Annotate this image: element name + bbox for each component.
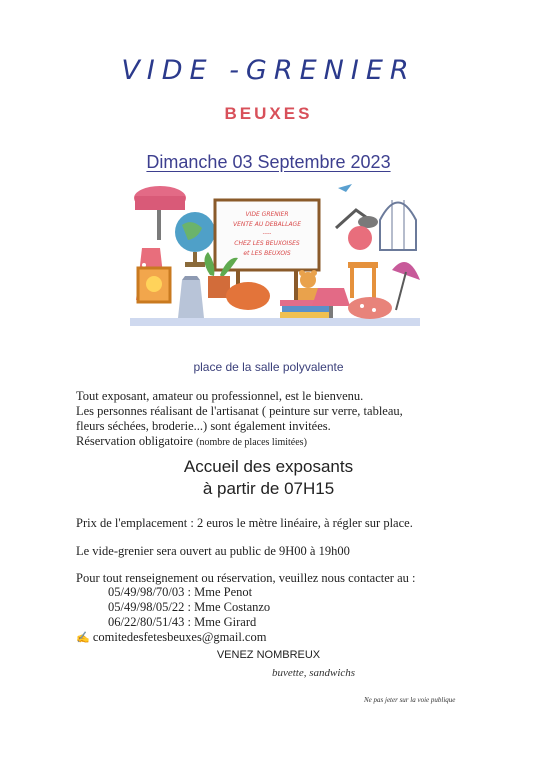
sign-line-3: ---- xyxy=(262,230,272,237)
accueil-line-1: Accueil des exposants xyxy=(183,457,354,476)
sign-line-5: et LES BEUXOIS xyxy=(243,250,291,257)
accueil-line-2: à partir de 07H15 xyxy=(202,479,335,498)
intro-line-2: Les personnes réalisant de l'artisanat ( peinture sur verre, tableau, xyxy=(76,404,403,418)
intro-paragraph xyxy=(76,389,403,450)
umbrella xyxy=(392,262,420,280)
shelf-shape xyxy=(130,318,420,326)
price-text: Prix de l'emplacement : 2 euros le mètre linéaire, à régler sur place. xyxy=(76,516,413,530)
event-location: place de la salle polyvalente xyxy=(193,360,344,374)
village-name: BEUXES xyxy=(224,104,313,123)
lamp-shade-right xyxy=(312,288,350,306)
venez-nombreux: VENEZ NOMBREUX xyxy=(216,649,321,661)
birdcage xyxy=(380,203,416,251)
footer-note: Ne pas jeter sur la voie publique xyxy=(364,696,456,704)
intro-line-3: fleurs séchées, broderie...) sont également invitées. xyxy=(76,419,331,433)
rugby-ball xyxy=(226,282,270,310)
contact-list xyxy=(108,585,270,630)
sign-line-1: VIDE GRENIER xyxy=(245,211,289,218)
page-title: VIDE -GRENIER xyxy=(121,55,416,86)
intro-line-1: Tout exposant, amateur ou professionnel, est le bienvenu. xyxy=(76,389,364,403)
pen-icon: ✍ xyxy=(76,632,90,644)
contact-phone: 05/49/98/70/03 xyxy=(108,585,185,599)
intro-line-4 xyxy=(76,434,403,450)
contact-intro: Pour tout renseignement ou réservation, veuillez nous contacter au : xyxy=(76,571,416,585)
opening-hours: Le vide-grenier sera ouvert au public de 9H00 à 19h00 xyxy=(76,544,350,558)
sign-line-2: VENTE AU DEBALLAGE xyxy=(232,221,302,228)
bottom-teapot xyxy=(348,297,392,319)
contact-email-row xyxy=(76,630,266,646)
event-date-text: Dimanche 03 Septembre 2023 xyxy=(146,152,391,172)
coffee-pot xyxy=(178,280,204,318)
contact-name: : Mme Girard xyxy=(187,615,257,629)
bird xyxy=(338,184,352,192)
contact-phone: 05/49/98/05/22 xyxy=(108,600,185,614)
event-date xyxy=(0,152,537,173)
contact-row xyxy=(108,585,270,600)
contact-email[interactable]: comitedesfetesbeuxes@gmail.com xyxy=(92,630,267,644)
chair xyxy=(348,262,378,268)
contact-row xyxy=(108,600,270,615)
contact-name: : Mme Penot xyxy=(187,585,253,599)
contact-row xyxy=(108,615,270,630)
sign-line-4: CHEZ LES BEUXOISES xyxy=(234,240,300,247)
buvette-note: buvette, sandwichs xyxy=(271,667,356,679)
contact-phone: 06/22/80/51/43 xyxy=(108,615,185,629)
accueil-heading xyxy=(0,456,537,500)
teapot xyxy=(348,226,372,250)
flea-market-illustration xyxy=(130,180,420,330)
contact-name: : Mme Costanzo xyxy=(187,600,271,614)
reservation-text: Réservation obligatoire xyxy=(76,434,193,448)
reservation-note: (nombre de places limitées) xyxy=(196,437,307,448)
